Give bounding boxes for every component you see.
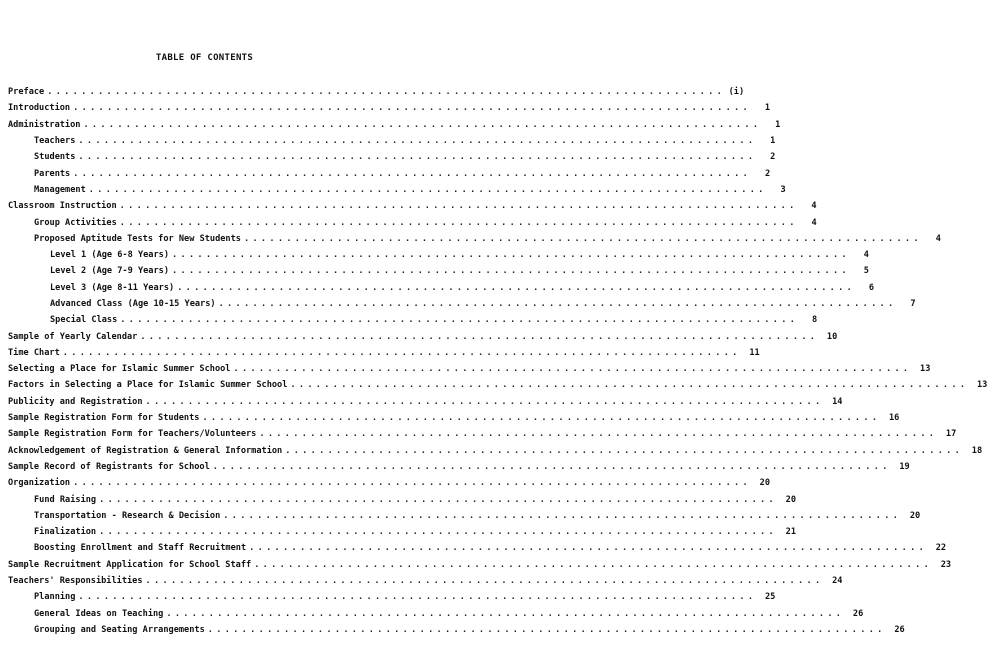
toc-entry-page: 14 bbox=[832, 396, 843, 407]
toc-entry bbox=[0, 622, 905, 638]
toc-entry-label: Sample Record of Registrants for School bbox=[8, 462, 213, 472]
dot-leader: ................................................................................ bbox=[177, 282, 856, 293]
dot-leader: ................................................................................ bbox=[207, 624, 886, 635]
toc-entry-page: 4 bbox=[863, 250, 869, 261]
dot-leader: ................................................................................ bbox=[233, 364, 912, 375]
dot-leader: ................................................................................ bbox=[285, 445, 964, 456]
toc-entry bbox=[0, 165, 771, 181]
toc-entry bbox=[0, 361, 931, 377]
toc-entry-page: (i) bbox=[728, 87, 745, 98]
toc-entry-label: Parents bbox=[34, 169, 73, 179]
toc-entry bbox=[0, 117, 781, 133]
toc-entry bbox=[0, 459, 910, 475]
toc-entry-label: Teachers' Responsibilities bbox=[8, 576, 146, 586]
dot-leader: ................................................................................ bbox=[73, 478, 752, 489]
toc-entry-page: 5 bbox=[863, 266, 869, 277]
toc-entry-page: 20 bbox=[785, 494, 797, 505]
toc-entry bbox=[0, 524, 797, 540]
dot-leader: ................................................................................ bbox=[78, 152, 757, 163]
toc-entry-page: 6 bbox=[868, 282, 875, 293]
toc-entry-label: General Ideas on Teaching bbox=[34, 609, 166, 619]
dot-leader: ................................................................................ bbox=[73, 103, 752, 114]
page-title: TABLE OF CONTENTS bbox=[155, 53, 254, 63]
toc-entry bbox=[0, 296, 916, 312]
toc-entry bbox=[0, 491, 797, 507]
dot-leader: ................................................................................ bbox=[47, 87, 726, 98]
toc-entry bbox=[0, 377, 987, 393]
dot-leader: ................................................................................ bbox=[73, 168, 752, 179]
toc-entry-page: 8 bbox=[812, 315, 818, 326]
toc-entry bbox=[0, 345, 760, 361]
toc-entry-page: 20 bbox=[909, 510, 921, 521]
toc-entry bbox=[0, 198, 817, 214]
dot-leader: ................................................................................ bbox=[119, 201, 798, 212]
toc-entry bbox=[0, 606, 864, 622]
toc-entry-label: Transportation - Research & Decision bbox=[34, 511, 223, 521]
toc-entry-page: 10 bbox=[826, 331, 838, 342]
toc-entry bbox=[0, 410, 900, 426]
toc-entry-label: Level 2 (Age 7-9 Years) bbox=[50, 266, 172, 276]
dot-leader: ................................................................................ bbox=[120, 315, 799, 326]
toc-entry-page: 1 bbox=[764, 103, 771, 114]
toc-entry-page: 21 bbox=[785, 527, 797, 538]
toc-entry-page: 20 bbox=[759, 478, 771, 489]
toc-entry-page: 1 bbox=[775, 119, 781, 130]
toc-entry-label: Planning bbox=[34, 592, 78, 602]
toc-entry-label: Students bbox=[34, 152, 78, 162]
toc-entry-page: 22 bbox=[935, 543, 947, 554]
toc-entry bbox=[0, 443, 983, 459]
dot-leader: ................................................................................ bbox=[223, 510, 902, 521]
toc-entry bbox=[0, 149, 776, 165]
toc-entry-label: Acknowledgement of Registration & General Information bbox=[8, 446, 285, 456]
toc-entry bbox=[0, 263, 869, 279]
dot-leader: ................................................................................ bbox=[62, 347, 741, 358]
dot-leader: ................................................................................ bbox=[99, 527, 778, 538]
toc-entry-label: Proposed Aptitude Tests for New Students bbox=[34, 234, 244, 244]
toc-entry-page: 4 bbox=[811, 201, 817, 212]
dot-leader: ................................................................................ bbox=[172, 250, 850, 261]
dot-leader: ................................................................................ bbox=[119, 217, 798, 228]
toc-entry bbox=[0, 540, 947, 556]
toc-entry-page: 18 bbox=[971, 445, 983, 456]
toc-entry bbox=[0, 100, 771, 116]
toc-entry-label: Boosting Enrollment and Staff Recruitment bbox=[34, 543, 249, 553]
toc-entry-page: 2 bbox=[764, 168, 771, 179]
dot-leader: ................................................................................ bbox=[78, 136, 757, 147]
toc-entry bbox=[0, 133, 776, 149]
toc-entry bbox=[0, 247, 869, 263]
dot-leader: ................................................................................ bbox=[249, 543, 928, 554]
dot-leader: ................................................................................ bbox=[259, 429, 938, 440]
toc-entry-label: Time Chart bbox=[8, 348, 63, 358]
toc-entry bbox=[0, 475, 771, 491]
dot-leader: ................................................................................ bbox=[166, 608, 845, 619]
dot-leader: ................................................................................ bbox=[172, 266, 850, 277]
toc-entry bbox=[0, 182, 786, 198]
toc-entry-page: 11 bbox=[749, 347, 760, 358]
toc-entry-label: Classroom Instruction bbox=[8, 201, 120, 211]
toc-entry bbox=[0, 426, 957, 442]
toc-entry-page: 26 bbox=[894, 624, 905, 635]
toc-entry-page: 25 bbox=[764, 592, 776, 603]
toc-entry-page: 19 bbox=[899, 461, 910, 472]
toc-entry bbox=[0, 589, 776, 605]
toc-entry bbox=[0, 508, 921, 524]
toc-entry bbox=[0, 84, 745, 100]
toc-entry-label: Sample Registration Form for Teachers/Volunteers bbox=[8, 429, 259, 439]
toc-entry-label: Level 3 (Age 8-11 Years) bbox=[50, 283, 177, 293]
toc-entry-page: 1 bbox=[770, 136, 776, 147]
toc-entry-label: Grouping and Seating Arrangements bbox=[34, 625, 208, 635]
dot-leader: ................................................................................ bbox=[202, 413, 881, 424]
toc-list bbox=[0, 84, 987, 638]
toc-entry bbox=[0, 280, 875, 296]
toc-entry-label: Level 1 (Age 6-8 Years) bbox=[50, 250, 172, 260]
toc-entry-label: Special Class bbox=[50, 315, 120, 325]
toc-entry-page: 16 bbox=[889, 413, 900, 424]
toc-entry bbox=[0, 573, 843, 589]
dot-leader: ................................................................................ bbox=[145, 576, 824, 587]
dot-leader: ................................................................................ bbox=[83, 119, 762, 130]
toc-entry-label: Sample Recruitment Application for School Staff bbox=[8, 560, 254, 570]
toc-entry-page: 13 bbox=[920, 364, 931, 375]
toc-entry-page: 4 bbox=[935, 233, 941, 244]
dot-leader: ................................................................................ bbox=[254, 559, 933, 570]
toc-entry bbox=[0, 328, 838, 344]
dot-leader: ................................................................................ bbox=[290, 380, 969, 391]
toc-entry-label: Preface bbox=[8, 87, 47, 97]
toc-entry-label: Factors in Selecting a Place for Islamic Summer School bbox=[8, 380, 290, 390]
toc-entry-page: 24 bbox=[832, 576, 843, 587]
toc-entry-page: 7 bbox=[910, 299, 916, 309]
toc-entry-label: Fund Raising bbox=[34, 495, 99, 505]
toc-entry-label: Selecting a Place for Islamic Summer School bbox=[8, 364, 233, 374]
toc-entry-page: 13 bbox=[976, 380, 987, 391]
toc-entry bbox=[0, 394, 843, 410]
toc-entry bbox=[0, 312, 818, 328]
toc-entry-page: 17 bbox=[945, 429, 957, 440]
dot-leader: ................................................................................ bbox=[88, 184, 767, 195]
toc-entry-label: Introduction bbox=[8, 103, 73, 113]
dot-leader: ................................................................................ bbox=[212, 461, 891, 472]
dot-leader: ................................................................................ bbox=[78, 592, 757, 603]
toc-entry-label: Sample Registration Form for Students bbox=[8, 413, 202, 423]
toc-entry-label: Organization bbox=[8, 478, 73, 488]
dot-leader: ................................................................................ bbox=[243, 233, 922, 244]
toc-entry-page: 2 bbox=[770, 152, 776, 163]
dot-leader: ................................................................................ bbox=[99, 494, 778, 505]
dot-leader: ................................................................................ bbox=[145, 396, 824, 407]
toc-entry-label: Group Activities bbox=[34, 218, 120, 228]
dot-leader: ................................................................................ bbox=[218, 299, 897, 309]
toc-entry-label: Finalization bbox=[34, 527, 99, 537]
toc-entry-page: 3 bbox=[780, 184, 786, 195]
dot-leader: ................................................................................ bbox=[140, 331, 819, 342]
toc-entry-label: Advanced Class (Age 10-15 Years) bbox=[50, 299, 219, 309]
toc-entry-page: 23 bbox=[940, 559, 952, 570]
toc-entry-label: Sample of Yearly Calendar bbox=[8, 332, 140, 342]
toc-entry bbox=[0, 214, 817, 230]
toc-entry-page: 26 bbox=[852, 608, 864, 619]
toc-entry-label: Teachers bbox=[34, 136, 78, 146]
toc-entry-label: Management bbox=[34, 185, 89, 195]
toc-entry-label: Publicity and Registration bbox=[8, 397, 146, 407]
toc-entry bbox=[0, 557, 952, 573]
toc-entry bbox=[0, 231, 941, 247]
toc-entry-page: 4 bbox=[811, 217, 817, 228]
toc-entry-label: Administration bbox=[8, 120, 83, 130]
